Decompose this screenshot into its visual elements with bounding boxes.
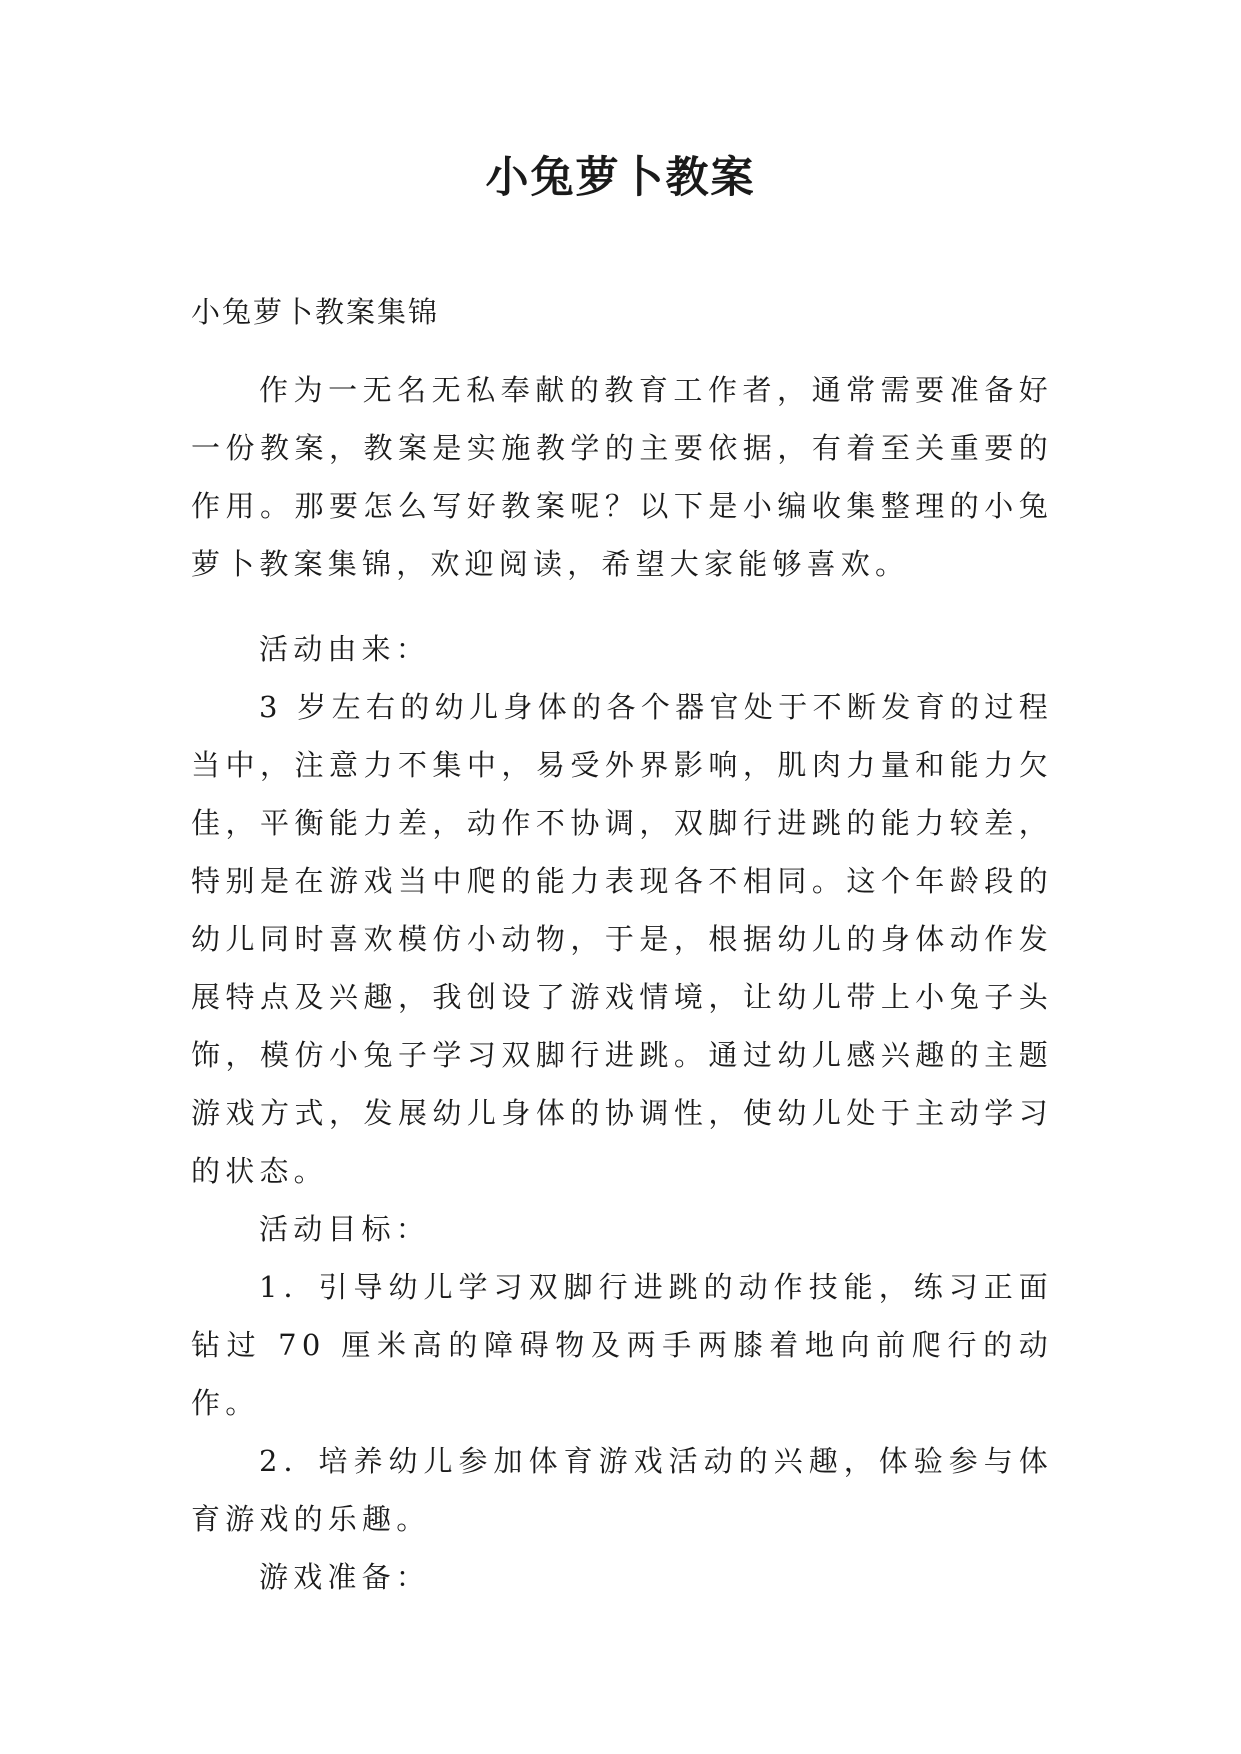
goal-item-2: 2．培养幼儿参加体育游戏活动的兴趣，体验参与体育游戏的乐趣。: [191, 1444, 1053, 1536]
main-content: [191, 620, 1053, 1606]
document-title: 小兔萝卜教案: [485, 153, 756, 203]
document-subtitle: 小兔萝卜教案集锦: [191, 295, 440, 329]
section-goal-heading: 活动目标：: [259, 1212, 431, 1246]
section-origin-heading: 活动由来：: [259, 632, 431, 666]
intro-paragraph: 作为一无名无私奉献的教育工作者，通常需要准备好一份教案，教案是实施教学的主要依据，有着至关重要的作用。那要怎么写好教案呢？以下是小编收集整理的小兔萝卜教案集锦，欢迎阅读，希望大家能够喜欢。: [191, 373, 1053, 581]
section-prep-heading: 游戏准备：: [259, 1560, 431, 1594]
goal-item-1: 1．引导幼儿学习双脚行进跳的动作技能，练习正面钻过 70 厘米高的障碍物及两手两膝着地向前爬行的动作。: [191, 1270, 1053, 1420]
intro-block: [191, 361, 1053, 593]
section-origin-paragraph: 3 岁左右的幼儿身体的各个器官处于不断发育的过程当中，注意力不集中，易受外界影响，肌肉力量和能力欠佳，平衡能力差，动作不协调，双脚行进跳的能力较差，特别是在游戏当中爬的能力表现各不相同。这个年龄段的幼儿同时喜欢模仿小动物，于是，根据幼儿的身体动作发展特点及兴趣，我创设了游戏情境，让幼儿带上小兔子头饰，模仿小兔子学习双脚行进跳。通过幼儿感兴趣的主题游戏方式，发展幼儿身体的协调性，使幼儿处于主动学习的状态。: [191, 690, 1053, 1188]
